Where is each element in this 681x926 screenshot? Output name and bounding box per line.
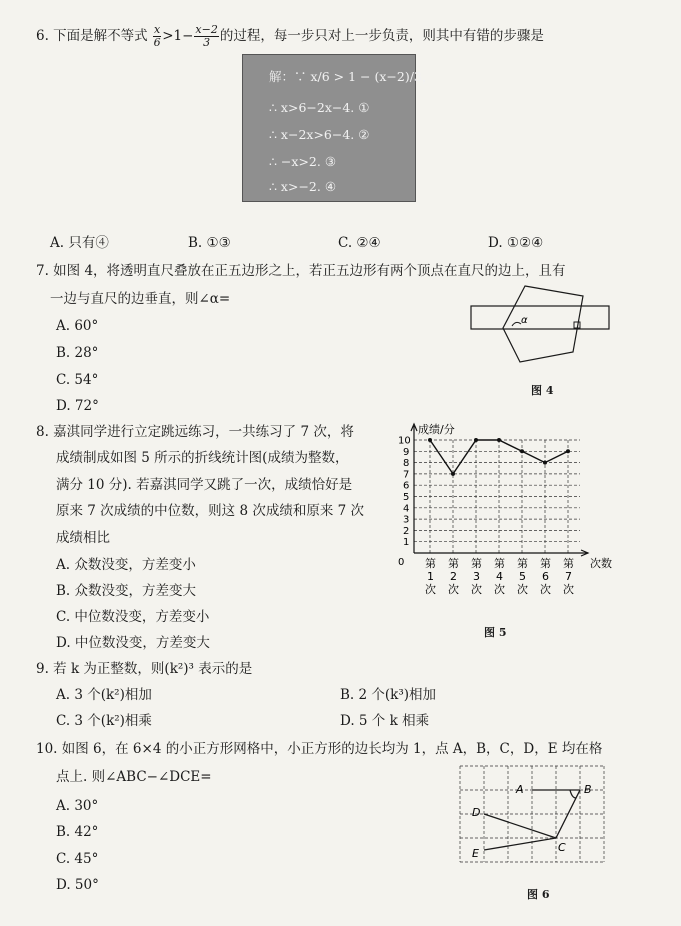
y-tick-label: 3 [403,514,410,526]
data-point [566,449,570,453]
data-point [474,438,478,442]
x-tick-label-number: 2 [450,570,457,583]
grid-lines [460,766,604,862]
point-d-label: D [472,806,481,819]
point-c-label: C [558,841,566,854]
figure-6-caption: 图 6 [527,888,550,901]
x-tick-label-top: 第 [563,557,574,570]
figure-5-line-chart [392,418,614,604]
x-tick-label-top: 第 [494,557,505,570]
x-tick-label-number: 7 [565,570,572,583]
q8-stem-line-2: 成绩制成如图 5 所示的折线统计图(成绩为整数， [56,450,349,466]
q6-option-b[interactable]: B. ①③ [188,235,231,251]
x-tick-label-bottom: 次 [471,583,482,596]
data-point [428,438,432,442]
ruler-shape [471,306,609,329]
data-point [520,449,524,453]
data-point [543,461,547,465]
x-tick-label-number: 3 [473,570,480,583]
q10-option-c[interactable]: C. 45° [56,851,99,867]
q8-stem-line-4: 原来 7 次成绩的中位数，则这 8 次成绩和原来 7 次 [56,503,365,519]
x-tick-label-number: 6 [542,570,549,583]
y-tick-label: 4 [403,503,410,515]
q10-option-a[interactable]: A. 30° [56,798,99,814]
x-tick-label-bottom: 次 [540,583,551,596]
q6-box-line-3: ∴ −x>2. ③ [269,154,337,169]
figure-4 [465,282,615,364]
x-tick-label-top: 第 [471,557,482,570]
pentagon-shape [503,286,583,362]
q8-option-c[interactable]: C. 中位数没变，方差变小 [56,609,210,625]
q6-option-c[interactable]: C. ②④ [338,235,381,251]
q10-stem-line-1: 10. 如图 6，在 6×4 的小正方形网格中，小正方形的边长均为 1，点 A，B，C，D，E 均在格 [36,741,603,757]
q6-box-line-1: ∴ x>6−2x−4. ① [269,100,370,115]
point-e-label: E [472,847,479,860]
x-axis-label: 次数 [590,557,612,570]
q6-stem: 6. 下面是解不等式 $\frac{x}{6}$ >1− $\frac{x-2}{3}$ 的过程，每一步只对上一步负责，则其中有错的步骤是 [36,23,544,50]
alpha-label: α [521,315,528,326]
y-tick-label: 7 [403,469,410,481]
x-tick-label-top: 第 [425,557,436,570]
q8-stem-line-3: 满分 10 分). 若嘉淇同学又跳了一次，成绩恰好是 [56,477,353,493]
x-tick-label-bottom: 次 [517,583,528,596]
x-tick-label-top: 第 [517,557,528,570]
x-tick-label-bottom: 次 [448,583,459,596]
q7-stem-line-2: 一边与直尺的边垂直，则∠α= [50,291,231,307]
y-tick-label: 1 [403,537,410,549]
x-tick-label-bottom: 次 [425,583,436,596]
q10-option-d[interactable]: D. 50° [56,877,99,893]
y-tick-label: 9 [403,446,410,458]
figure-6-grid [452,760,622,872]
q6-option-d[interactable]: D. ①②④ [488,235,544,251]
q6-option-a[interactable]: A. 只有④ [50,235,109,251]
q9-option-c[interactable]: C. 3 个(k²)相乘 [56,713,152,729]
q8-stem-line-5: 成绩相比 [56,530,110,546]
x-tick-label-bottom: 次 [563,583,574,596]
y-tick-label: 0 [398,557,405,568]
q7-option-c[interactable]: C. 54° [56,372,99,388]
q8-option-b[interactable]: B. 众数没变，方差变大 [56,583,197,599]
y-tick-label: 6 [403,480,410,492]
x-tick-label-number: 4 [496,570,503,583]
point-a-label: A [516,783,524,796]
q6-box-line-0: 解：∵ x/6 > 1 − (x−2)/3， [269,69,435,84]
q9-stem: 9. 若 k 为正整数，则(k²)³ 表示的是 [36,661,253,677]
q9-option-d[interactable]: D. 5 个 k 相乘 [340,713,430,729]
x-tick-label-top: 第 [448,557,459,570]
data-point [451,472,455,476]
data-point [497,438,501,442]
x-tick-label-top: 第 [540,557,551,570]
q8-stem-line-1: 8. 嘉淇同学进行立定跳远练习，一共练习了 7 次，将 [36,424,354,440]
y-tick-label: 2 [403,525,410,537]
q6-solution-box [242,54,435,202]
angle-arc [512,322,521,326]
y-axis-label: 成绩/分 [418,423,455,436]
q10-option-b[interactable]: B. 42° [56,824,99,840]
figure-4-caption: 图 4 [531,384,554,397]
q6-fraction-2: $\frac{x-2}{3}$ [195,23,218,50]
q6-box-line-4: ∴ x>−2. ④ [269,179,337,194]
q9-option-a[interactable]: A. 3 个(k²)相加 [56,687,152,703]
figure-5-caption: 图 5 [484,626,507,639]
q8-option-d[interactable]: D. 中位数没变，方差变大 [56,635,210,651]
q7-option-a[interactable]: A. 60° [56,318,99,334]
q7-stem-line-1: 7. 如图 4，将透明直尺叠放在正五边形之上，若正五边形有两个顶点在直尺的边上，且有 [36,263,566,279]
y-tick-label: 5 [403,492,410,503]
x-tick-label-number: 5 [519,570,526,583]
q8-option-a[interactable]: A. 众数没变，方差变小 [56,557,196,573]
q7-option-b[interactable]: B. 28° [56,345,99,361]
q6-box-line-2: ∴ x−2x>6−4. ② [269,127,370,142]
x-tick-label-number: 1 [427,570,434,583]
point-b-label: B [584,783,592,796]
y-tick-label: 8 [403,458,410,470]
q10-stem-line-2: 点上. 则∠ABC−∠DCE= [56,769,212,785]
q9-option-b[interactable]: B. 2 个(k³)相加 [340,687,437,703]
x-tick-label-bottom: 次 [494,583,505,596]
q7-option-d[interactable]: D. 72° [56,398,99,414]
q6-fraction-1: $\frac{x}{6}$ [153,23,161,50]
y-tick-label: 10 [398,435,411,447]
